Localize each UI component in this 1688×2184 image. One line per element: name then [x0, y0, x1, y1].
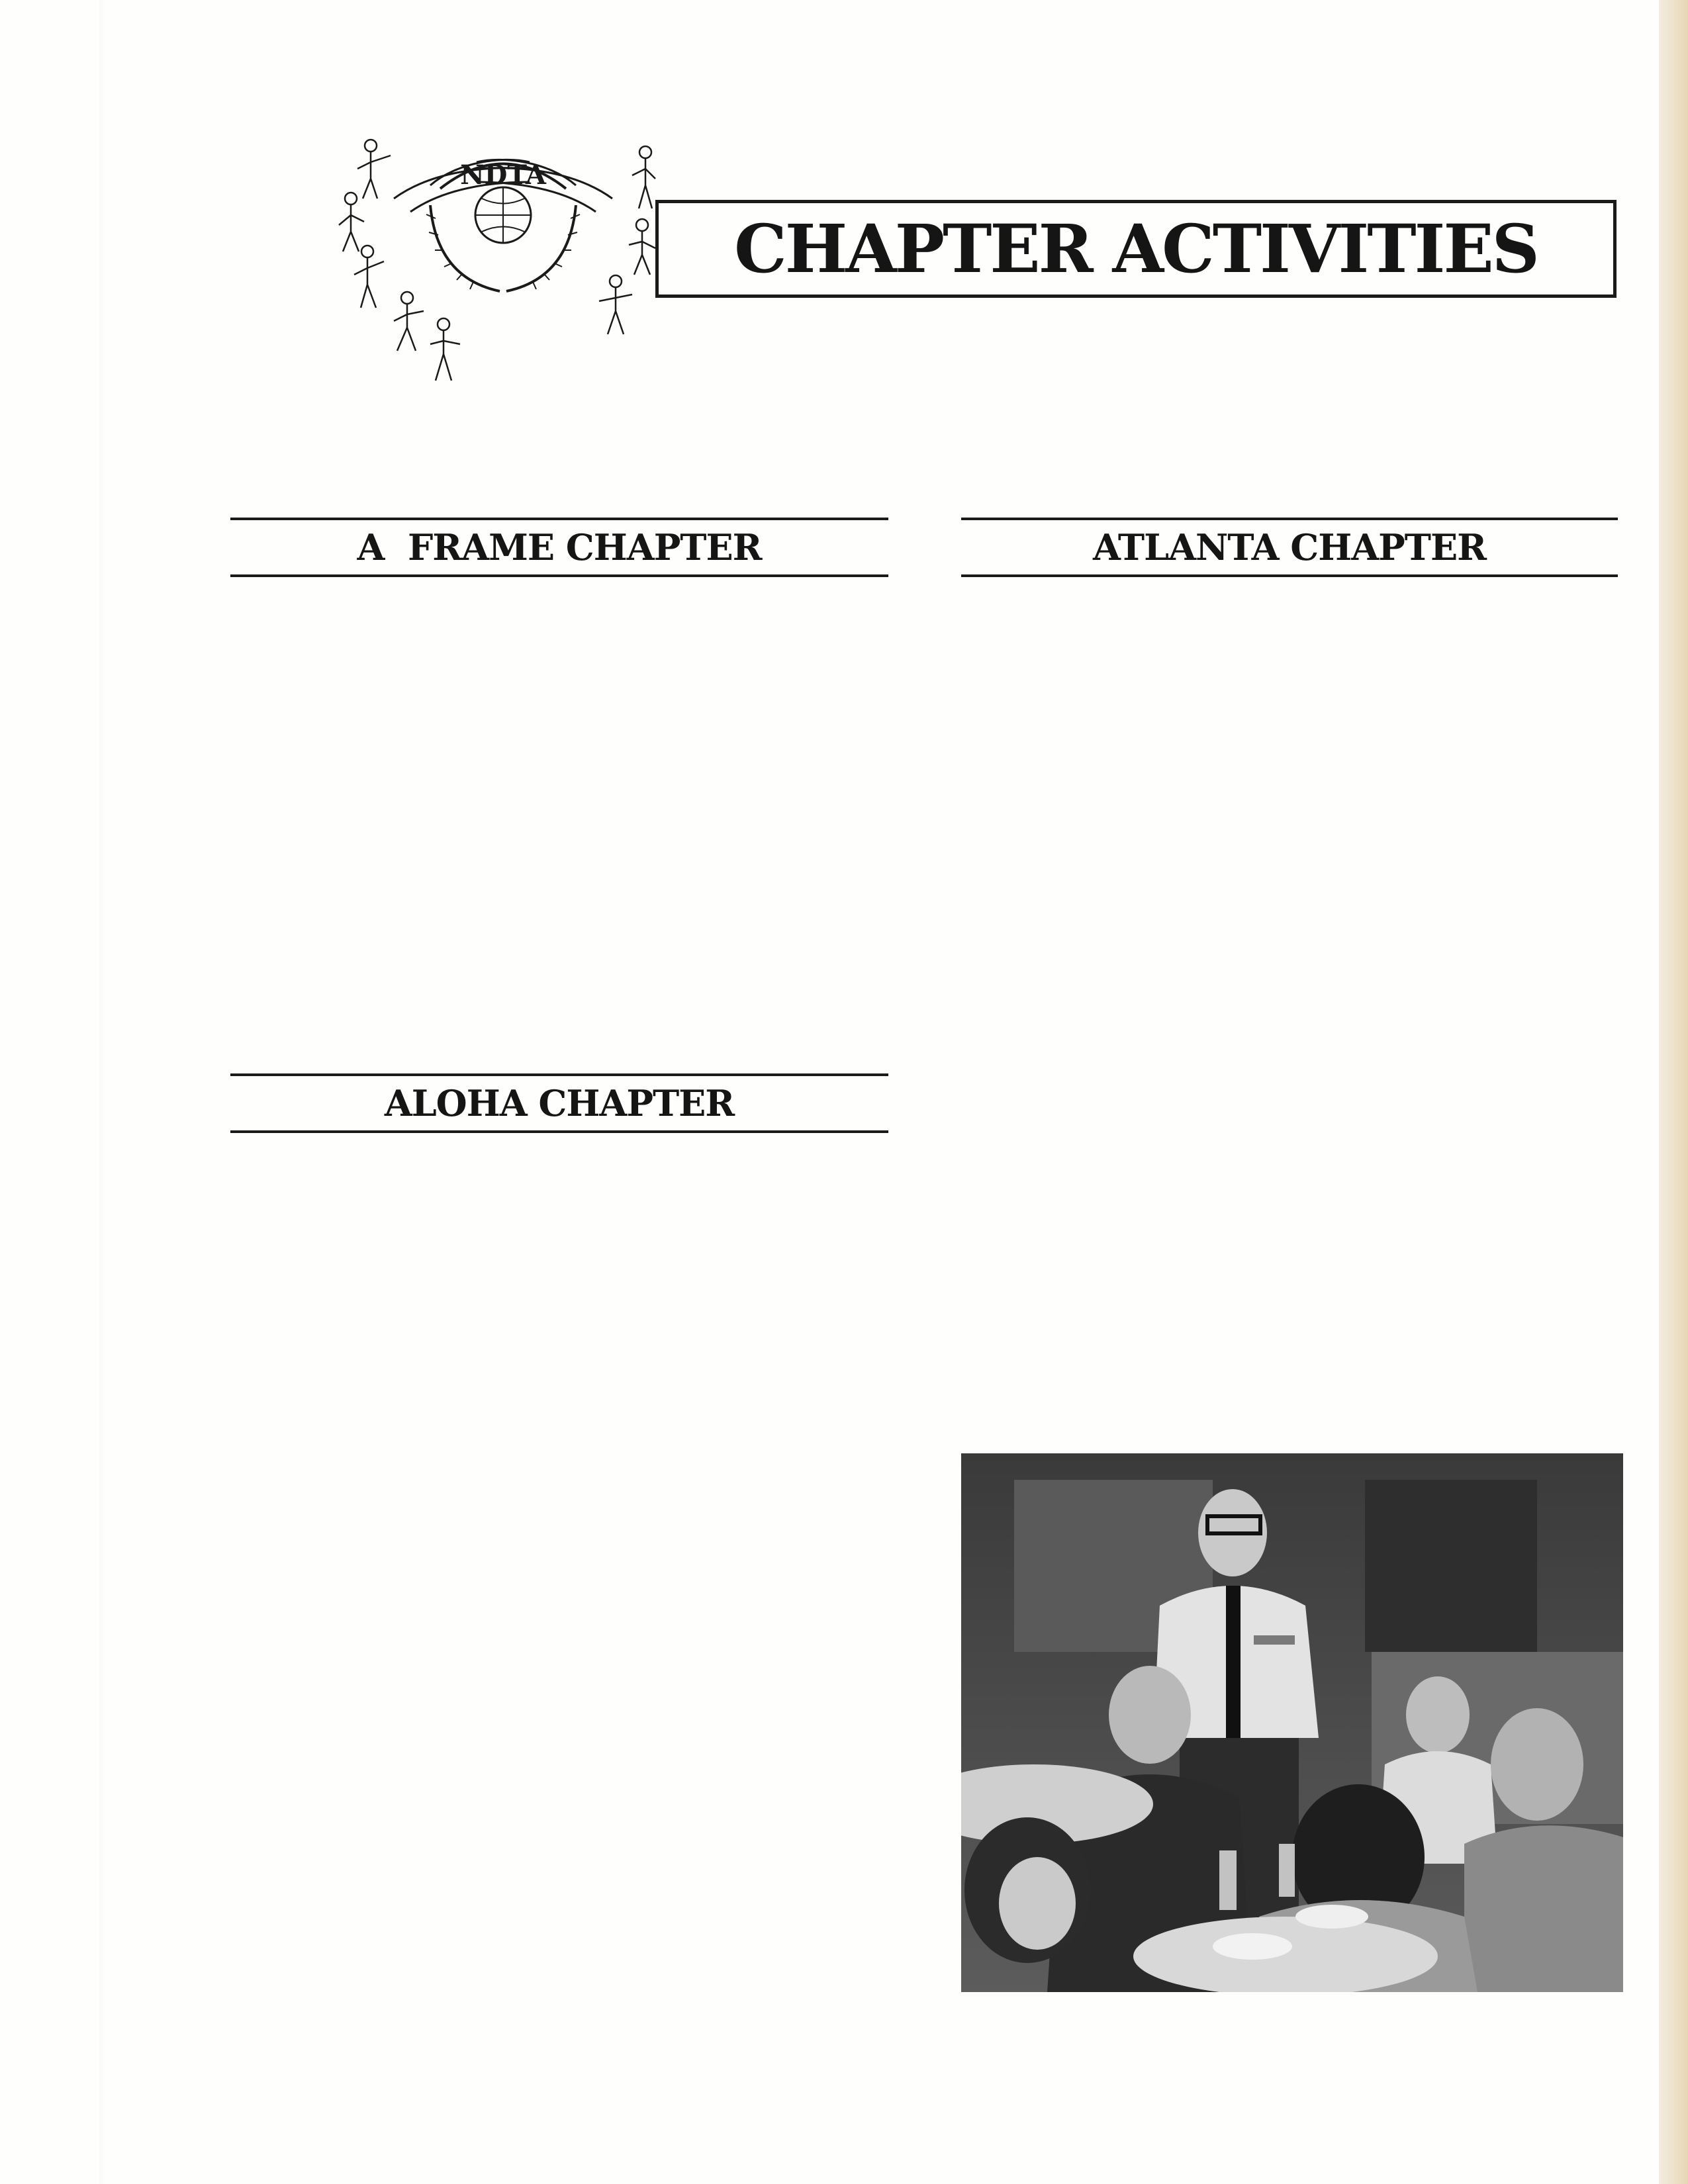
ndta-emblem-icon: [331, 126, 662, 404]
section-header-atlanta: [961, 518, 1618, 577]
section-header-aloha: [230, 1073, 888, 1133]
section-title-atlanta: ATLANTA CHAPTER: [1092, 526, 1486, 569]
section-header-a-frame: [230, 518, 888, 577]
chapter-dinner-photo: [961, 1453, 1623, 1992]
section-title-a-frame: A FRAME CHAPTER: [357, 526, 762, 569]
section-title-aloha: ALOHA CHAPTER: [384, 1082, 735, 1124]
page-title: CHAPTER ACTIVITIES: [734, 210, 1538, 288]
emblem-text: NDTA: [460, 159, 546, 191]
page-shadow-left: [99, 0, 106, 2184]
photo-image: [961, 1453, 1623, 1992]
page-title-box: [655, 200, 1617, 298]
paper-edge-right: [1659, 0, 1688, 2184]
